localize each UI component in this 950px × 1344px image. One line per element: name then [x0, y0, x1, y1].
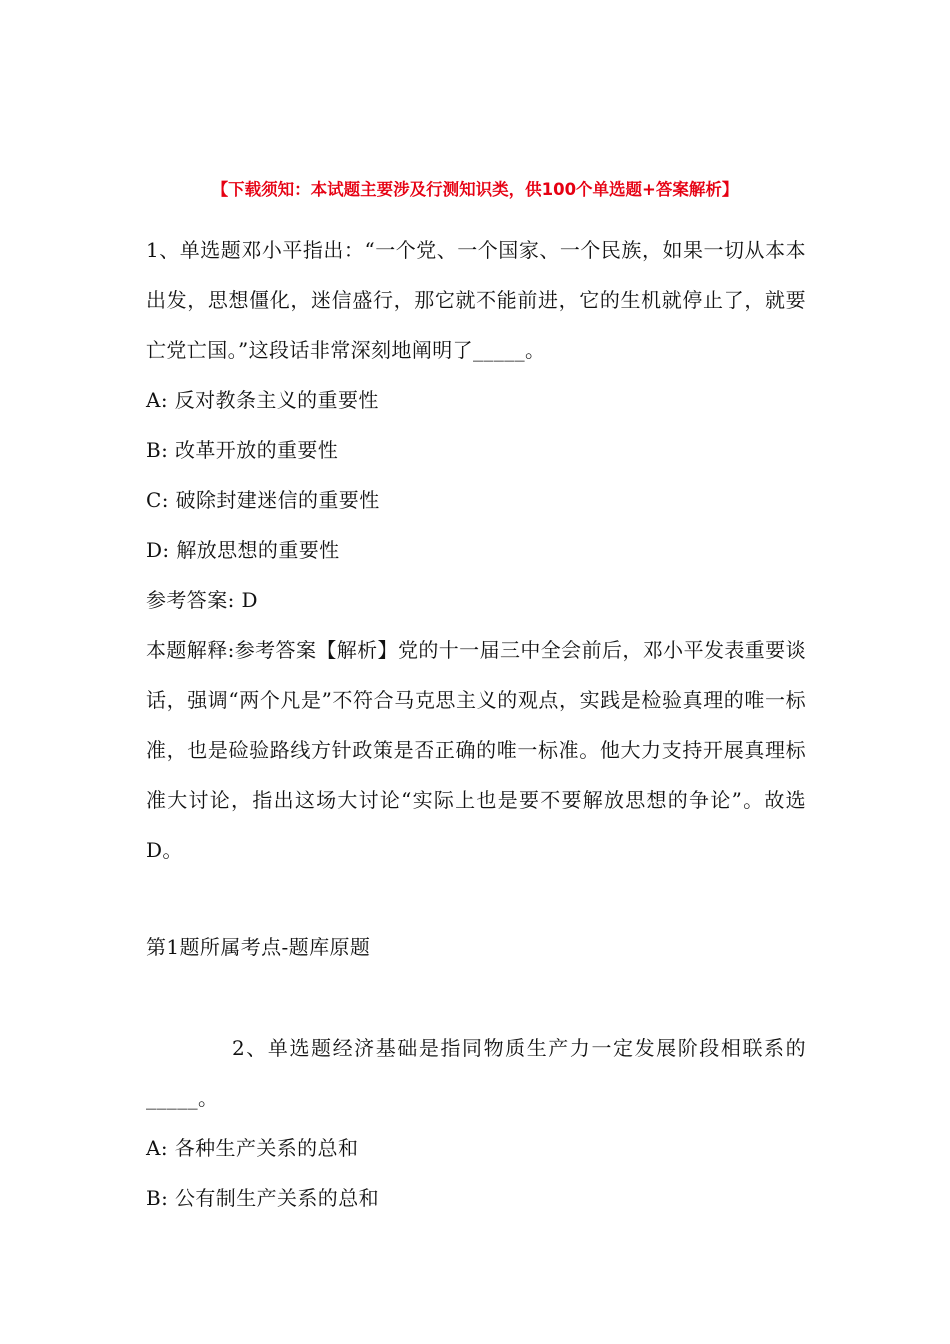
question-1-stem: 1、单选题邓小平指出：“一个党、一个国家、一个民族，如果一切从本本出发，思想僵化，迷信盛行，那它就不能前进，它的生机就停止了，就要亡党亡国。”这段话非常深刻地阐明了_____。	[146, 238, 806, 362]
question-2-stem-wrap	[146, 1023, 806, 1123]
question-2-option-a: A: 各种生产关系的总和	[146, 1136, 359, 1160]
question-2-option-b: B: 公有制生产关系的总和	[146, 1186, 379, 1210]
question-1-option-d: D: 解放思想的重要性	[146, 538, 340, 562]
question-1-option-c: C: 破除封建迷信的重要性	[146, 488, 380, 512]
question-2	[146, 1023, 806, 1223]
question-1	[146, 225, 806, 875]
question-1-option-b: B: 改革开放的重要性	[146, 438, 339, 462]
question-2-stem: 2、单选题经济基础是指同物质生产力一定发展阶段相联系的_____。	[146, 1036, 806, 1110]
question-1-topic: 第1题所属考点-题库原题	[146, 935, 371, 959]
question-1-option-a: A: 反对教条主义的重要性	[146, 388, 379, 412]
download-notice: 【下载须知：本试题主要涉及行测知识类，供100个单选题+答案解析】	[211, 180, 739, 199]
question-1-topic-block	[146, 922, 806, 972]
question-1-answer: 参考答案: D	[146, 588, 258, 612]
question-1-explanation: 本题解释:参考答案【解析】党的十一届三中全会前后，邓小平发表重要谈话，强调“两个凡是”不符合马克思主义的观点，实践是检验真理的唯一标准，也是硷验路线方针政策是否正确的唯一标准。他大力支持开展真理标准大讨论，指出这场大讨论“实际上也是要不要解放思想的争论”。故选D。	[146, 638, 806, 862]
